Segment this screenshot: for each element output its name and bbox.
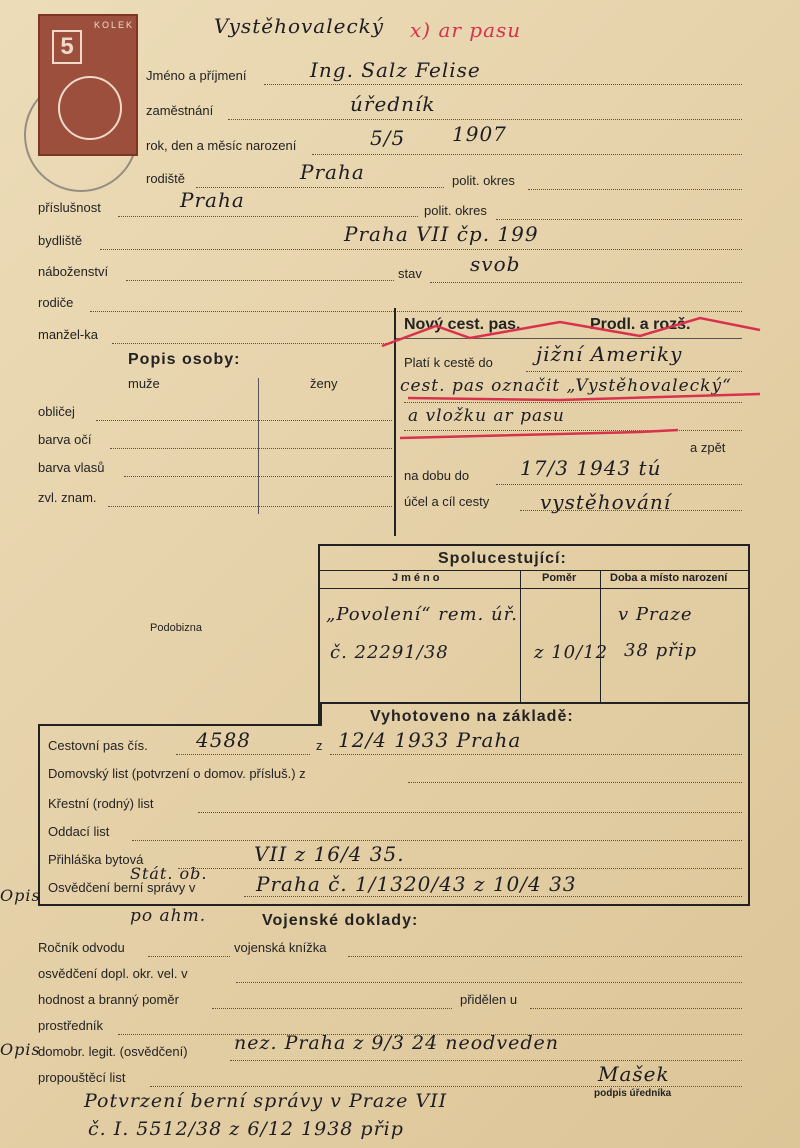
hw-plati-3: a vložku ar pasu <box>408 406 565 426</box>
label-plati: Platí k cestě do <box>404 355 493 370</box>
label-rocnik: Ročník odvodu <box>38 940 125 955</box>
col-pomer: Poměr <box>542 572 577 584</box>
label-narozeni: rok, den a měsíc narození <box>146 138 297 153</box>
label-pridelen: přidělen u <box>460 992 518 1007</box>
hw-spolu-1: „Povolení“ rem. úř. <box>326 604 518 625</box>
label-oddaci: Oddací list <box>48 824 110 839</box>
hw-plati-2: cest. pas označit „Vystěhovalecký“ <box>400 376 732 396</box>
vyhot-title: Vyhotoveno na základě: <box>370 708 574 725</box>
hw-spolu-4: v Praze <box>618 604 693 625</box>
label-prislusnost: příslušnost <box>38 200 101 215</box>
hw-top: Vystěhovalecký <box>214 14 385 38</box>
label-na-dobu: na dobu do <box>404 468 470 483</box>
label-bydliste: bydliště <box>38 233 83 248</box>
hw-pas-no: 4588 <box>196 728 251 752</box>
hw-top-red: x) ar pasu <box>410 18 522 42</box>
hw-name: Ing. Salz Felise <box>310 58 481 82</box>
label-pas-new: Nový cest. pas. <box>404 316 521 333</box>
hw-bottom-2: č. I. 5512/38 z 6/12 1938 přip <box>88 1118 404 1140</box>
label-polit-okres: polit. okres <box>452 173 515 188</box>
hw-prihl: VII z 16/4 35. <box>254 842 405 866</box>
hw-year: 1907 <box>452 122 507 146</box>
label-barva-vlasu: barva vlasů <box>38 460 105 475</box>
label-podobizna: Podobizna <box>150 622 202 634</box>
label-rodice: rodiče <box>38 295 74 310</box>
label-stav: stav <box>398 266 422 281</box>
hw-bottom-1: Potvrzení berní správy v Praze VII <box>84 1090 448 1112</box>
col-doba: Doba a místo narození <box>610 572 728 584</box>
label-knizka: vojenská knížka <box>234 940 327 955</box>
hw-spolu-5: 38 přip <box>624 640 698 661</box>
hw-stav: svob <box>470 252 521 276</box>
label-a-zpet: a zpět <box>690 440 726 455</box>
hw-job: úředník <box>350 92 436 116</box>
red-underline-2 <box>400 430 678 438</box>
hw-margin-1: Opis <box>0 886 41 905</box>
hw-spolu-2: č. 22291/38 <box>330 642 449 663</box>
label-jmeno: Jméno a příjmení <box>146 68 247 83</box>
label-polit-okres-2: polit. okres <box>424 203 487 218</box>
red-underline-1 <box>408 394 760 400</box>
label-dopl: osvědčení dopl. okr. vel. v <box>38 966 188 981</box>
label-pas-prodl: Prodl. a rozš. <box>590 316 691 333</box>
label-hodnost: hodnost a branný poměr <box>38 992 179 1007</box>
hw-ucel: vystěhování <box>540 490 672 514</box>
label-oblicej: obličej <box>38 404 75 419</box>
hw-signature: Mašek <box>598 1062 670 1086</box>
hw-pas-date: 12/4 1933 Praha <box>338 728 522 752</box>
vojen-title: Vojenské doklady: <box>262 912 419 929</box>
label-prihlaska: Přihláška bytová <box>48 852 144 867</box>
label-manzel: manžel-ka <box>38 327 98 342</box>
hw-bydliste: Praha VII čp. 199 <box>344 222 539 246</box>
label-muze: muže <box>128 376 160 391</box>
label-podpis: podpis úředníka <box>594 1088 672 1099</box>
hw-spolu-3: z 10/12 <box>534 642 609 663</box>
label-zvl-znam: zvl. znam. <box>38 490 97 505</box>
hw-dob: 5/5 <box>370 126 406 150</box>
label-ucel: účel a cíl cesty <box>404 494 490 509</box>
label-domovsky: Domovský list (potvrzení o domov. přísluš.) z <box>48 766 306 781</box>
label-nabozenstvi: náboženství <box>38 264 109 279</box>
label-propousteci: propouštěcí list <box>38 1070 126 1085</box>
stamp-word: KOLEK <box>94 20 135 30</box>
hw-margin-2: Opis <box>0 1040 41 1059</box>
hw-rodiste: Praha <box>300 160 365 184</box>
label-rodiste: rodiště <box>146 171 186 186</box>
label-z: z <box>316 738 323 753</box>
hw-osv-side: Stát. ob. <box>130 864 208 883</box>
label-osvedceni: Osvědčení berní správy v <box>48 880 196 895</box>
label-krestni: Křestní (rodný) list <box>48 796 154 811</box>
popis-title: Popis osoby: <box>128 351 241 368</box>
hw-prislusnost: Praha <box>180 188 245 212</box>
hw-osv: Praha č. 1/1320/43 z 10/4 33 <box>256 872 577 896</box>
label-domobr: domobr. legit. (osvědčení) <box>38 1044 188 1059</box>
label-prostrednik: prostředník <box>38 1018 104 1033</box>
label-zeny: ženy <box>310 376 338 391</box>
label-barva-oci: barva očí <box>38 432 92 447</box>
hw-domobr: nez. Praha z 9/3 24 neodveden <box>234 1032 559 1054</box>
label-cest-pas: Cestovní pas čís. <box>48 738 148 753</box>
spolu-title: Spolucestující: <box>438 550 567 567</box>
col-jmeno: Jméno <box>392 572 443 584</box>
hw-dobu: 17/3 1943 tú <box>520 456 662 480</box>
hw-plati-1: jižní Ameriky <box>536 342 683 366</box>
red-underline-pas <box>382 318 760 346</box>
label-zamestnani: zaměstnání <box>146 103 214 118</box>
hw-vojen-side: po ahm. <box>130 906 207 926</box>
stamp-value: 5 <box>52 30 82 64</box>
